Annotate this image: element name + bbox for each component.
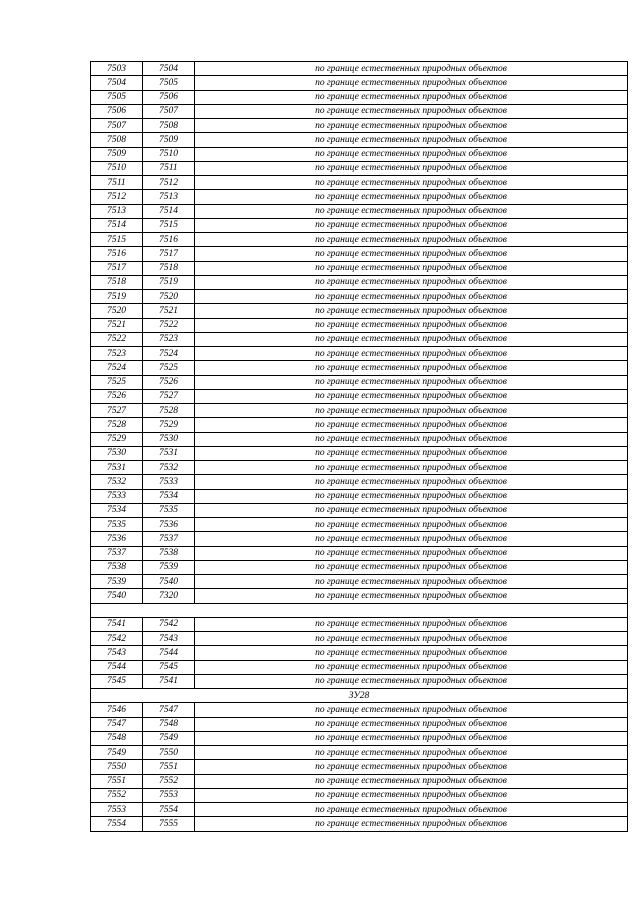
table-row [91, 703, 628, 717]
to-point-cell: 7537 [143, 532, 195, 546]
boundary-description-cell: по границе естественных природных объектов [195, 817, 628, 831]
boundary-description-cell: по границе естественных природных объектов [195, 304, 628, 318]
boundary-description-cell: по границе естественных природных объектов [195, 518, 628, 532]
boundary-description-cell: по границе естественных природных объектов [195, 788, 628, 802]
table-row [91, 375, 628, 389]
boundary-description-cell: по границе естественных природных объектов [195, 90, 628, 104]
to-point-cell: 7507 [143, 104, 195, 118]
to-point-cell: 7528 [143, 404, 195, 418]
from-point-cell: 7516 [91, 247, 143, 261]
from-point-cell: 7549 [91, 746, 143, 760]
to-point-cell: 7521 [143, 304, 195, 318]
boundary-description-cell: по границе естественных природных объектов [195, 646, 628, 660]
boundary-description-cell: по границе естественных природных объектов [195, 489, 628, 503]
boundary-description-cell: по границе естественных природных объектов [195, 204, 628, 218]
to-point-cell: 7555 [143, 817, 195, 831]
boundary-description-cell: по границе естественных природных объектов [195, 803, 628, 817]
section-label [91, 603, 628, 617]
to-point-cell: 7514 [143, 204, 195, 218]
boundary-description-cell: по границе естественных природных объектов [195, 461, 628, 475]
to-point-cell: 7526 [143, 375, 195, 389]
to-point-cell: 7552 [143, 774, 195, 788]
table-row [91, 290, 628, 304]
to-point-cell: 7548 [143, 717, 195, 731]
table-row [91, 204, 628, 218]
boundary-description-cell: по границе естественных природных объектов [195, 218, 628, 232]
to-point-cell: 7530 [143, 432, 195, 446]
table-row [91, 133, 628, 147]
to-point-cell: 7535 [143, 503, 195, 517]
to-point-cell: 7510 [143, 147, 195, 161]
from-point-cell: 7507 [91, 119, 143, 133]
table-row [91, 589, 628, 603]
table-row [91, 332, 628, 346]
table-row [91, 104, 628, 118]
from-point-cell: 7519 [91, 290, 143, 304]
from-point-cell: 7536 [91, 532, 143, 546]
section-header-row [91, 603, 628, 617]
table-row [91, 788, 628, 802]
boundary-description-cell: по границе естественных природных объектов [195, 674, 628, 688]
to-point-cell: 7540 [143, 575, 195, 589]
from-point-cell: 7534 [91, 503, 143, 517]
from-point-cell: 7543 [91, 646, 143, 660]
boundary-description-cell: по границе естественных природных объектов [195, 632, 628, 646]
boundary-description-cell: по границе естественных природных объектов [195, 389, 628, 403]
table-row [91, 147, 628, 161]
boundary-description-cell: по границе естественных природных объектов [195, 731, 628, 745]
table-row [91, 418, 628, 432]
boundary-description-cell: по границе естественных природных объектов [195, 760, 628, 774]
to-point-cell: 7504 [143, 62, 195, 76]
from-point-cell: 7531 [91, 461, 143, 475]
from-point-cell: 7520 [91, 304, 143, 318]
from-point-cell: 7539 [91, 575, 143, 589]
to-point-cell: 7505 [143, 76, 195, 90]
to-point-cell: 7527 [143, 389, 195, 403]
from-point-cell: 7509 [91, 147, 143, 161]
to-point-cell: 7531 [143, 446, 195, 460]
table-row [91, 660, 628, 674]
table-row [91, 546, 628, 560]
from-point-cell: 7503 [91, 62, 143, 76]
table-row [91, 532, 628, 546]
table-row [91, 389, 628, 403]
table-row [91, 518, 628, 532]
boundary-description-cell: по границе естественных природных объектов [195, 133, 628, 147]
from-point-cell: 7548 [91, 731, 143, 745]
table-row [91, 161, 628, 175]
to-point-cell: 7545 [143, 660, 195, 674]
table-row [91, 318, 628, 332]
table-row [91, 646, 628, 660]
boundary-description-cell: по границе естественных природных объектов [195, 774, 628, 788]
table-row [91, 119, 628, 133]
table-row [91, 90, 628, 104]
from-point-cell: 7524 [91, 361, 143, 375]
boundary-description-cell: по границе естественных природных объектов [195, 560, 628, 574]
to-point-cell: 7517 [143, 247, 195, 261]
from-point-cell: 7506 [91, 104, 143, 118]
from-point-cell: 7508 [91, 133, 143, 147]
from-point-cell: 7514 [91, 218, 143, 232]
to-point-cell: 7509 [143, 133, 195, 147]
table-row [91, 617, 628, 631]
table-row [91, 62, 628, 76]
to-point-cell: 7539 [143, 560, 195, 574]
boundary-description-cell: по границе естественных природных объектов [195, 62, 628, 76]
from-point-cell: 7533 [91, 489, 143, 503]
from-point-cell: 7550 [91, 760, 143, 774]
boundary-description-cell: по границе естественных природных объектов [195, 575, 628, 589]
from-point-cell: 7511 [91, 176, 143, 190]
boundary-description-cell: по границе естественных природных объектов [195, 418, 628, 432]
from-point-cell: 7530 [91, 446, 143, 460]
from-point-cell: 7513 [91, 204, 143, 218]
boundary-description-cell: по границе естественных природных объектов [195, 161, 628, 175]
from-point-cell: 7541 [91, 617, 143, 631]
from-point-cell: 7522 [91, 332, 143, 346]
to-point-cell: 7533 [143, 475, 195, 489]
table-row [91, 774, 628, 788]
to-point-cell: 7543 [143, 632, 195, 646]
to-point-cell: 7518 [143, 261, 195, 275]
boundary-description-cell: по границе естественных природных объектов [195, 119, 628, 133]
boundary-description-cell: по границе естественных природных объектов [195, 233, 628, 247]
from-point-cell: 7505 [91, 90, 143, 104]
boundary-description-cell: по границе естественных природных объектов [195, 503, 628, 517]
from-point-cell: 7517 [91, 261, 143, 275]
to-point-cell: 7516 [143, 233, 195, 247]
from-point-cell: 7521 [91, 318, 143, 332]
from-point-cell: 7525 [91, 375, 143, 389]
to-point-cell: 7525 [143, 361, 195, 375]
from-point-cell: 7527 [91, 404, 143, 418]
table-row [91, 760, 628, 774]
to-point-cell: 7553 [143, 788, 195, 802]
boundary-description-cell: по границе естественных природных объектов [195, 617, 628, 631]
to-point-cell: 7542 [143, 617, 195, 631]
boundary-description-cell: по границе естественных природных объектов [195, 546, 628, 560]
to-point-cell: 7544 [143, 646, 195, 660]
boundary-description-cell: по границе естественных природных объектов [195, 717, 628, 731]
table-row [91, 304, 628, 318]
from-point-cell: 7515 [91, 233, 143, 247]
to-point-cell: 7536 [143, 518, 195, 532]
boundary-description-cell: по границе естественных природных объектов [195, 589, 628, 603]
from-point-cell: 7510 [91, 161, 143, 175]
from-point-cell: 7537 [91, 546, 143, 560]
table-row [91, 817, 628, 831]
table-row [91, 347, 628, 361]
table-row [91, 803, 628, 817]
from-point-cell: 7554 [91, 817, 143, 831]
table-row [91, 717, 628, 731]
from-point-cell: 7540 [91, 589, 143, 603]
to-point-cell: 7524 [143, 347, 195, 361]
boundary-description-cell: по границе естественных природных объектов [195, 332, 628, 346]
to-point-cell: 7519 [143, 275, 195, 289]
to-point-cell: 7511 [143, 161, 195, 175]
from-point-cell: 7553 [91, 803, 143, 817]
boundary-description-cell: по границе естественных природных объектов [195, 532, 628, 546]
to-point-cell: 7529 [143, 418, 195, 432]
from-point-cell: 7504 [91, 76, 143, 90]
table-row [91, 489, 628, 503]
from-point-cell: 7538 [91, 560, 143, 574]
table-row [91, 731, 628, 745]
to-point-cell: 7550 [143, 746, 195, 760]
table-row [91, 218, 628, 232]
table-row [91, 247, 628, 261]
boundary-description-cell: по границе естественных природных объектов [195, 147, 628, 161]
boundary-description-cell: по границе естественных природных объектов [195, 446, 628, 460]
boundary-description-cell: по границе естественных природных объектов [195, 275, 628, 289]
to-point-cell: 7554 [143, 803, 195, 817]
section-header-row [91, 689, 628, 703]
to-point-cell: 7520 [143, 290, 195, 304]
boundary-description-cell: по границе естественных природных объектов [195, 290, 628, 304]
to-point-cell: 7522 [143, 318, 195, 332]
table-row [91, 176, 628, 190]
table-row [91, 632, 628, 646]
to-point-cell: 7534 [143, 489, 195, 503]
to-point-cell: 7508 [143, 119, 195, 133]
boundary-description-cell: по границе естественных природных объектов [195, 703, 628, 717]
to-point-cell: 7532 [143, 461, 195, 475]
from-point-cell: 7528 [91, 418, 143, 432]
to-point-cell: 7515 [143, 218, 195, 232]
from-point-cell: 7551 [91, 774, 143, 788]
to-point-cell: 7513 [143, 190, 195, 204]
table-row [91, 446, 628, 460]
table-row [91, 190, 628, 204]
boundary-description-cell: по границе естественных природных объектов [195, 404, 628, 418]
from-point-cell: 7552 [91, 788, 143, 802]
table-row [91, 560, 628, 574]
from-point-cell: 7529 [91, 432, 143, 446]
boundary-description-cell: по границе естественных природных объектов [195, 76, 628, 90]
table-row [91, 275, 628, 289]
table-row [91, 76, 628, 90]
boundary-description-cell: по границе естественных природных объектов [195, 318, 628, 332]
boundary-description-cell: по границе естественных природных объектов [195, 660, 628, 674]
boundary-description-cell: по границе естественных природных объектов [195, 432, 628, 446]
table-row [91, 233, 628, 247]
from-point-cell: 7546 [91, 703, 143, 717]
from-point-cell: 7526 [91, 389, 143, 403]
boundary-description-cell: по границе естественных природных объектов [195, 176, 628, 190]
to-point-cell: 7541 [143, 674, 195, 688]
boundary-table [90, 61, 628, 832]
from-point-cell: 7542 [91, 632, 143, 646]
from-point-cell: 7544 [91, 660, 143, 674]
to-point-cell: 7547 [143, 703, 195, 717]
boundary-description-cell: по границе естественных природных объектов [195, 375, 628, 389]
section-label: ЗУ28 [91, 689, 628, 703]
table-row [91, 475, 628, 489]
boundary-description-cell: по границе естественных природных объектов [195, 247, 628, 261]
boundary-description-cell: по границе естественных природных объектов [195, 746, 628, 760]
from-point-cell: 7518 [91, 275, 143, 289]
boundary-description-cell: по границе естественных природных объектов [195, 475, 628, 489]
table-row [91, 261, 628, 275]
table-row [91, 575, 628, 589]
to-point-cell: 7549 [143, 731, 195, 745]
boundary-description-cell: по границе естественных природных объектов [195, 190, 628, 204]
from-point-cell: 7545 [91, 674, 143, 688]
boundary-description-cell: по границе естественных природных объектов [195, 347, 628, 361]
to-point-cell: 7506 [143, 90, 195, 104]
boundary-description-cell: по границе естественных природных объектов [195, 361, 628, 375]
table-row [91, 674, 628, 688]
table-body [91, 62, 628, 832]
table-row [91, 461, 628, 475]
from-point-cell: 7547 [91, 717, 143, 731]
to-point-cell: 7538 [143, 546, 195, 560]
from-point-cell: 7523 [91, 347, 143, 361]
boundary-description-cell: по границе естественных природных объектов [195, 261, 628, 275]
to-point-cell: 7551 [143, 760, 195, 774]
to-point-cell: 7320 [143, 589, 195, 603]
from-point-cell: 7535 [91, 518, 143, 532]
table-row [91, 432, 628, 446]
table-row [91, 404, 628, 418]
boundary-description-cell: по границе естественных природных объектов [195, 104, 628, 118]
table-row [91, 503, 628, 517]
from-point-cell: 7512 [91, 190, 143, 204]
table-row [91, 746, 628, 760]
table-row [91, 361, 628, 375]
to-point-cell: 7512 [143, 176, 195, 190]
from-point-cell: 7532 [91, 475, 143, 489]
to-point-cell: 7523 [143, 332, 195, 346]
